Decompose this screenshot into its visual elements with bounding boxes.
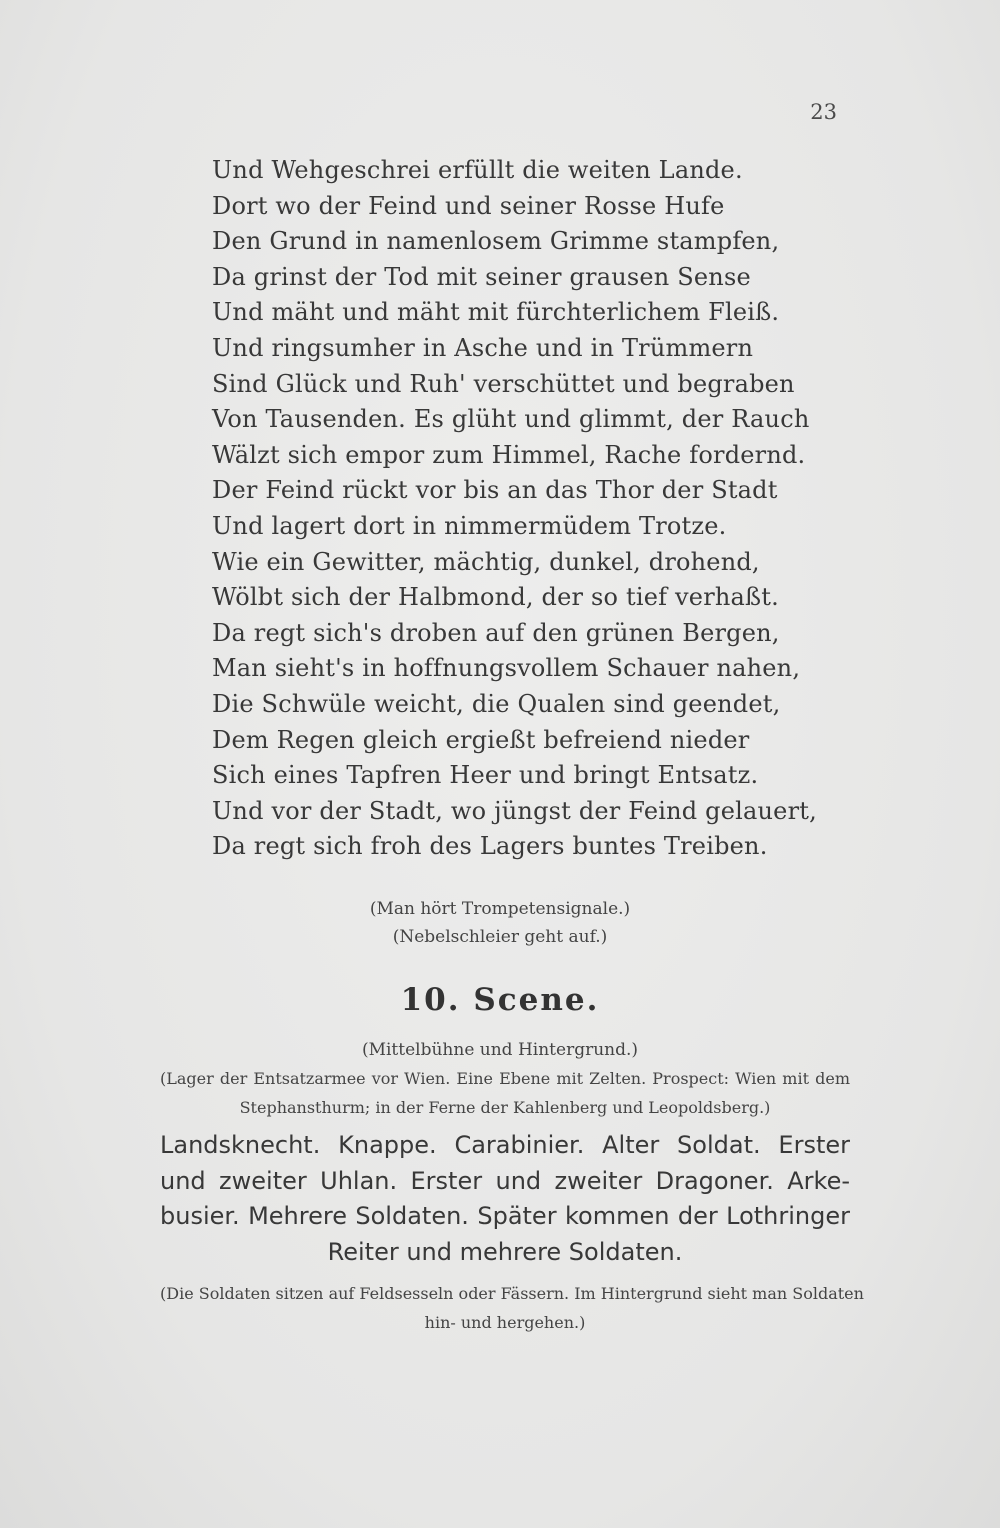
scene-description [160,1064,850,1122]
verse-line: Und ringsumher in Asche und in Trümmern [212,333,754,362]
verse-line: Die Schwüle weicht, die Qualen sind geendet, [212,689,781,718]
verse-line: Dort wo der Feind und seiner Rosse Hufe [212,191,725,220]
verse-line: Da grinst der Tod mit seiner grausen Sense [212,262,751,291]
verse-line: Sich eines Tapfren Heer und bringt Entsatz. [212,761,759,790]
verse-line: Der Feind rückt vor bis an das Thor der Stadt [212,476,778,505]
verse-line: Und Wehgeschrei erfüllt die weiten Lande. [212,156,743,184]
cast-list [160,1128,850,1270]
scene-description-line: (Lager der Entsatzarmee vor Wien. Eine Ebene mit Zelten. Prospect: Wien mit dem [160,1069,850,1088]
verse-line: Da regt sich's droben auf den grünen Bergen, [212,618,780,647]
verse-line: Wölbt sich der Halbmond, der so tief verhaßt. [212,583,779,612]
verse-line: Und vor der Stadt, wo jüngst der Feind gelauert, [212,796,817,825]
verse-line: Wie ein Gewitter, mächtig, dunkel, drohend, [212,547,760,576]
verse-line: Und lagert dort in nimmermüdem Trotze. [212,511,727,540]
verse-line: Von Tausenden. Es glüht und glimmt, der Rauch [212,405,810,434]
scene-description-line: Stephansthurm; in der Ferne der Kahlenberg und Leopoldsberg.) [239,1098,771,1117]
closing-note-line: (Die Soldaten sitzen auf Feldsesseln oder Fässern. Im Hintergrund sieht man Soldaten [160,1284,864,1303]
cast-line: busier. Mehrere Soldaten. Später kommen der Lothringer [160,1202,850,1230]
verse-line: Sind Glück und Ruh' verschüttet und begraben [212,369,795,398]
cast-line: und zweiter Uhlan. Erster und zweiter Dragoner. Arke- [160,1166,850,1195]
verse-line: Und mäht und mäht mit fürchterlichem Fleiß. [212,298,780,327]
verse-line: Den Grund in namenlosem Grimme stampfen, [212,227,780,256]
scene-title: 10. Scene. [400,982,600,1018]
verse-block [212,153,817,865]
cast-line: Reiter und mehrere Soldaten. [327,1237,683,1266]
verse-line: Da regt sich froh des Lagers buntes Treiben. [212,832,768,861]
verse-line: Wälzt sich empor zum Himmel, Rache fordernd. [212,440,806,469]
stage-direction: (Man hört Trompetensignale.) [369,899,631,919]
page-number: 23 [810,100,837,124]
stage-direction: (Nebelschleier geht auf.) [392,927,608,947]
scene-setting: (Mittelbühne und Hintergrund.) [361,1040,639,1060]
verse-line: Dem Regen gleich ergießt befreiend nieder [212,725,750,754]
verse-line: Man sieht's in hoffnungsvollem Schauer nahen, [212,654,801,683]
closing-note [160,1279,864,1337]
cast-line: Landsknecht. Knappe. Carabinier. Alter Soldat. Erster [160,1131,850,1159]
closing-note-line: hin- und hergehen.) [424,1313,586,1332]
